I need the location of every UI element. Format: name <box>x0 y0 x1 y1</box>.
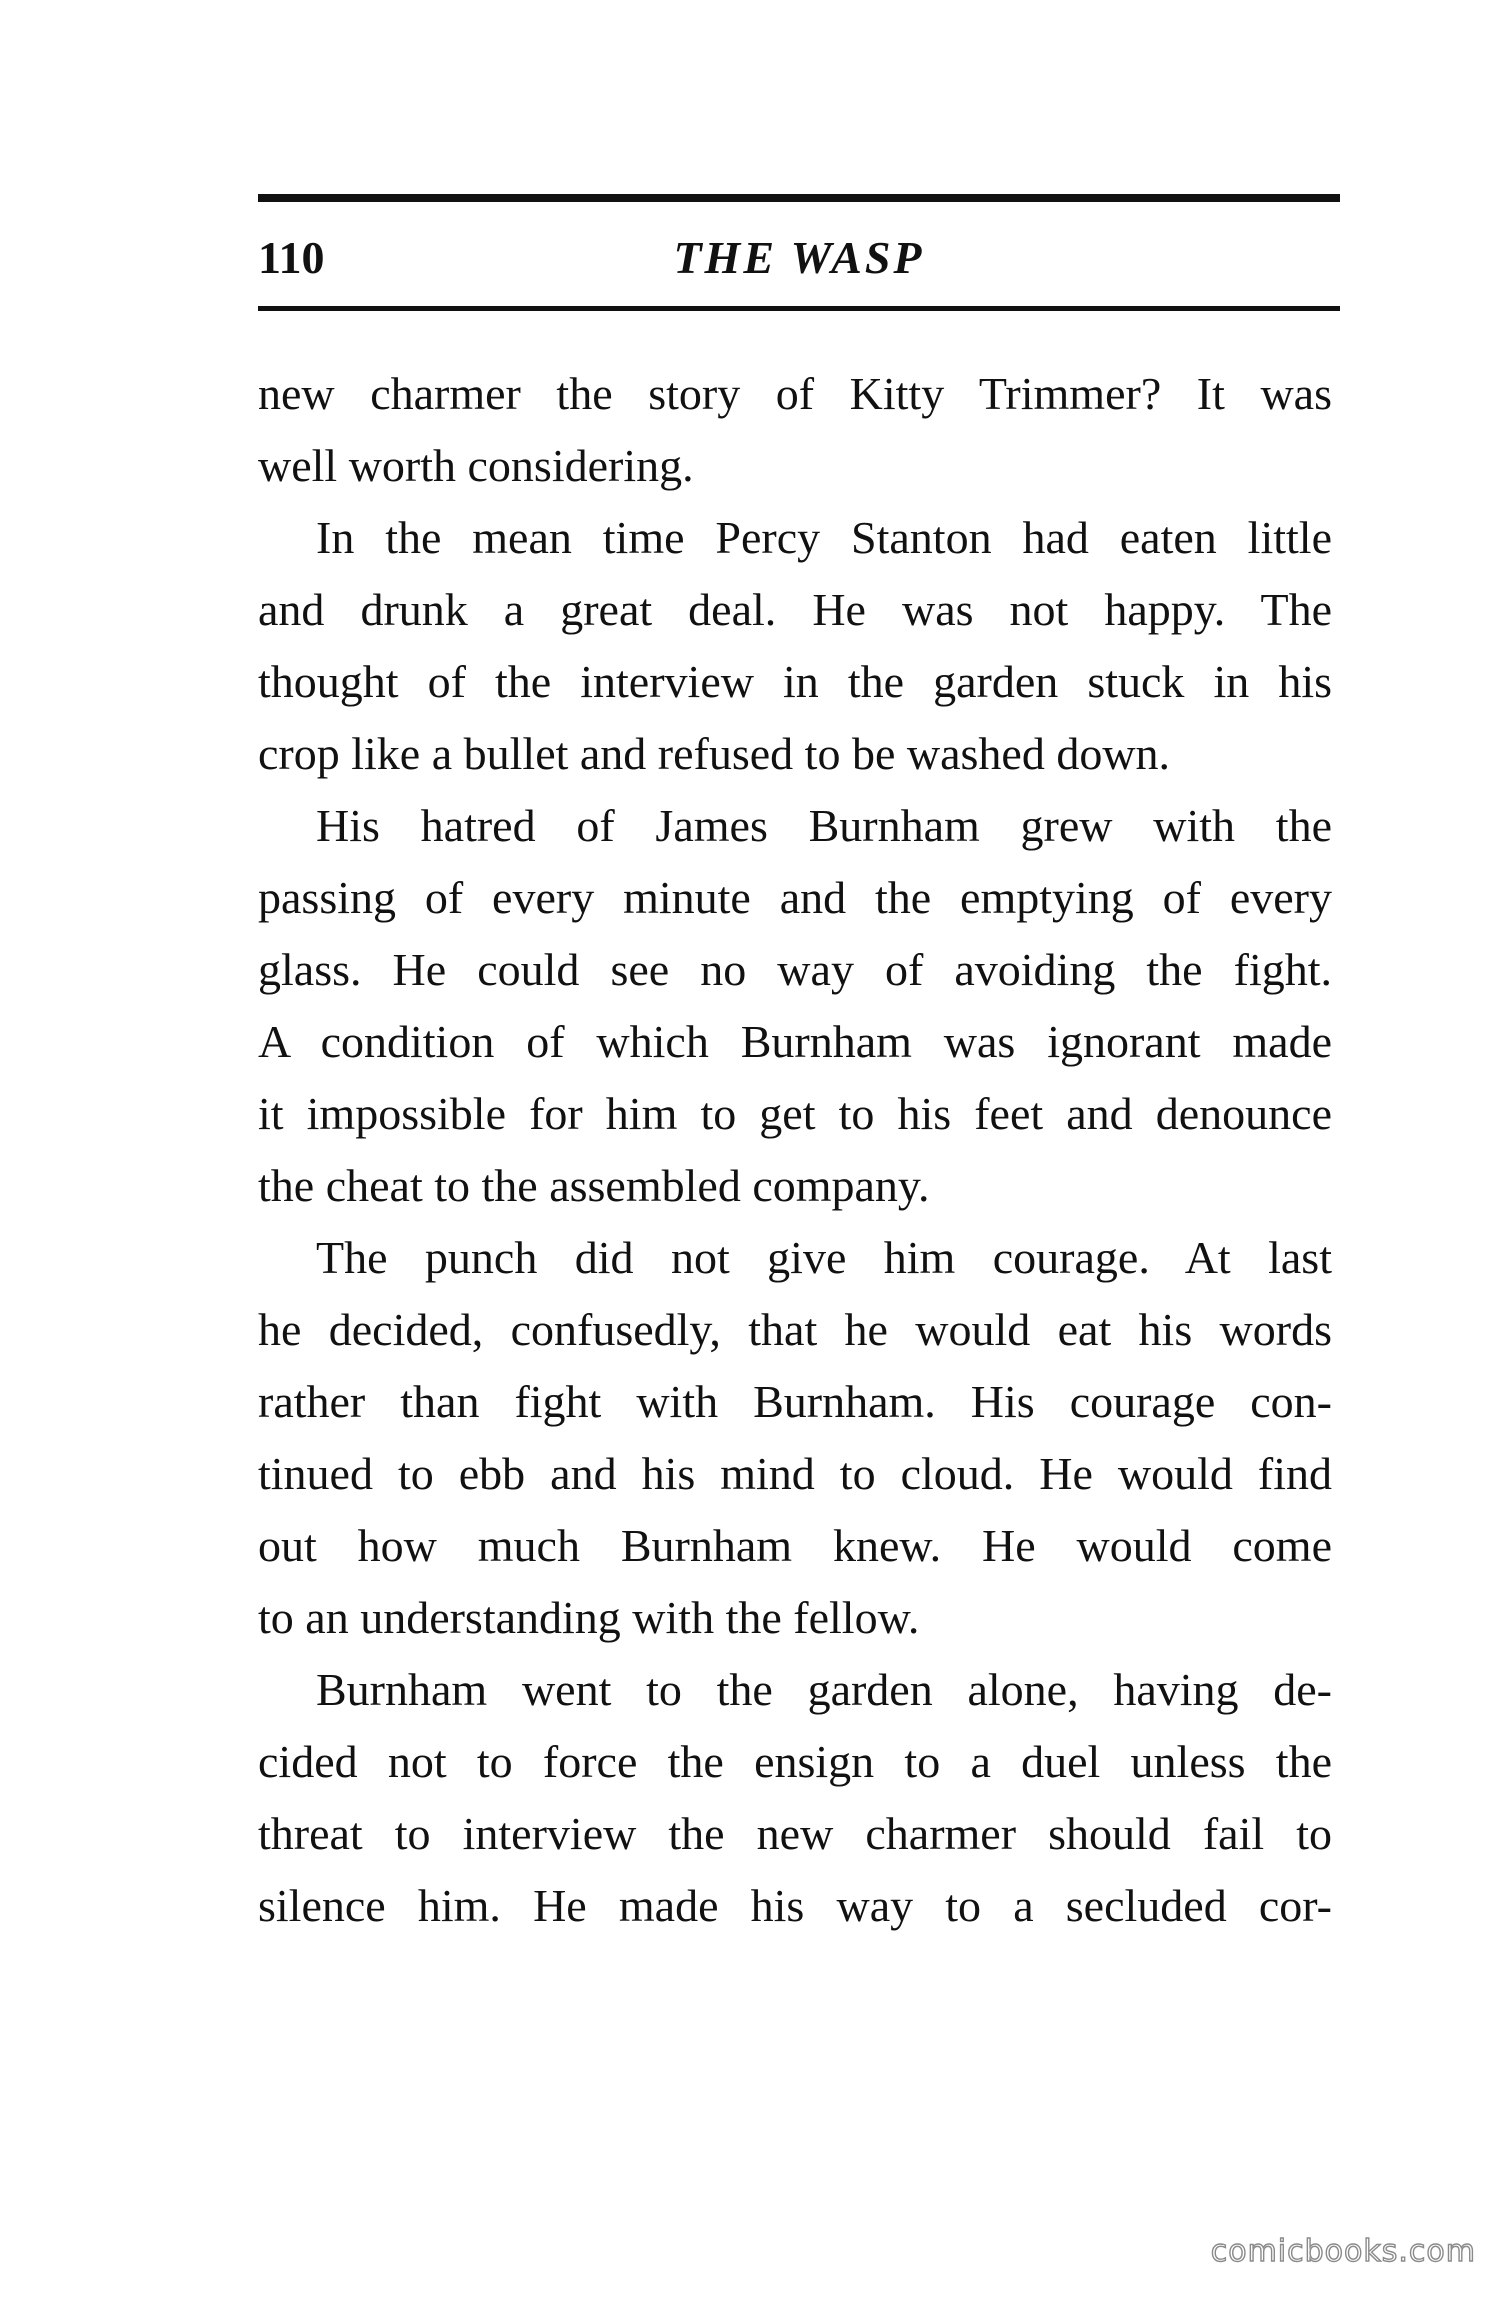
header-rule-top <box>258 194 1340 202</box>
text-line: crop like a bullet and refused to be washed down. <box>258 728 1171 779</box>
text-line: cided not to force the ensign to a duel unless the <box>258 1736 1332 1787</box>
text-line: out how much Burnham knew. He would come <box>258 1520 1332 1571</box>
header-rule-bottom <box>258 306 1340 311</box>
text-line: passing of every minute and the emptying of every <box>258 872 1332 923</box>
text-line: His hatred of James Burnham grew with the <box>316 800 1332 851</box>
text-line: to an understanding with the fellow. <box>258 1592 920 1643</box>
running-title: THE WASP <box>673 232 925 283</box>
text-line: the cheat to the assembled company. <box>258 1160 930 1211</box>
text-line: glass. He could see no way of avoiding the fight. <box>258 944 1332 995</box>
text-line: Burnham went to the garden alone, having de- <box>316 1664 1332 1715</box>
text-line: it impossible for him to get to his feet and denounce <box>258 1088 1332 1139</box>
text-line: new charmer the story of Kitty Trimmer? It was <box>258 368 1332 419</box>
text-line: The punch did not give him courage. At last <box>316 1232 1332 1283</box>
text-line: threat to interview the new charmer should fail to <box>258 1808 1332 1859</box>
page-number: 110 <box>258 232 325 283</box>
text-line: and drunk a great deal. He was not happy. The <box>258 584 1332 635</box>
text-line: silence him. He made his way to a secluded cor- <box>258 1880 1332 1931</box>
text-line: thought of the interview in the garden stuck in his <box>258 656 1332 707</box>
text-line: A condition of which Burnham was ignorant made <box>258 1016 1332 1067</box>
text-line: he decided, confusedly, that he would eat his words <box>258 1304 1332 1355</box>
text-line: well worth considering. <box>258 440 694 491</box>
body-text <box>258 358 1332 1942</box>
text-line: rather than fight with Burnham. His courage con- <box>258 1376 1332 1427</box>
text-line: In the mean time Percy Stanton had eaten little <box>316 512 1332 563</box>
text-line: tinued to ebb and his mind to cloud. He would find <box>258 1448 1332 1499</box>
watermark: comicbooks.com <box>1210 2234 1476 2269</box>
